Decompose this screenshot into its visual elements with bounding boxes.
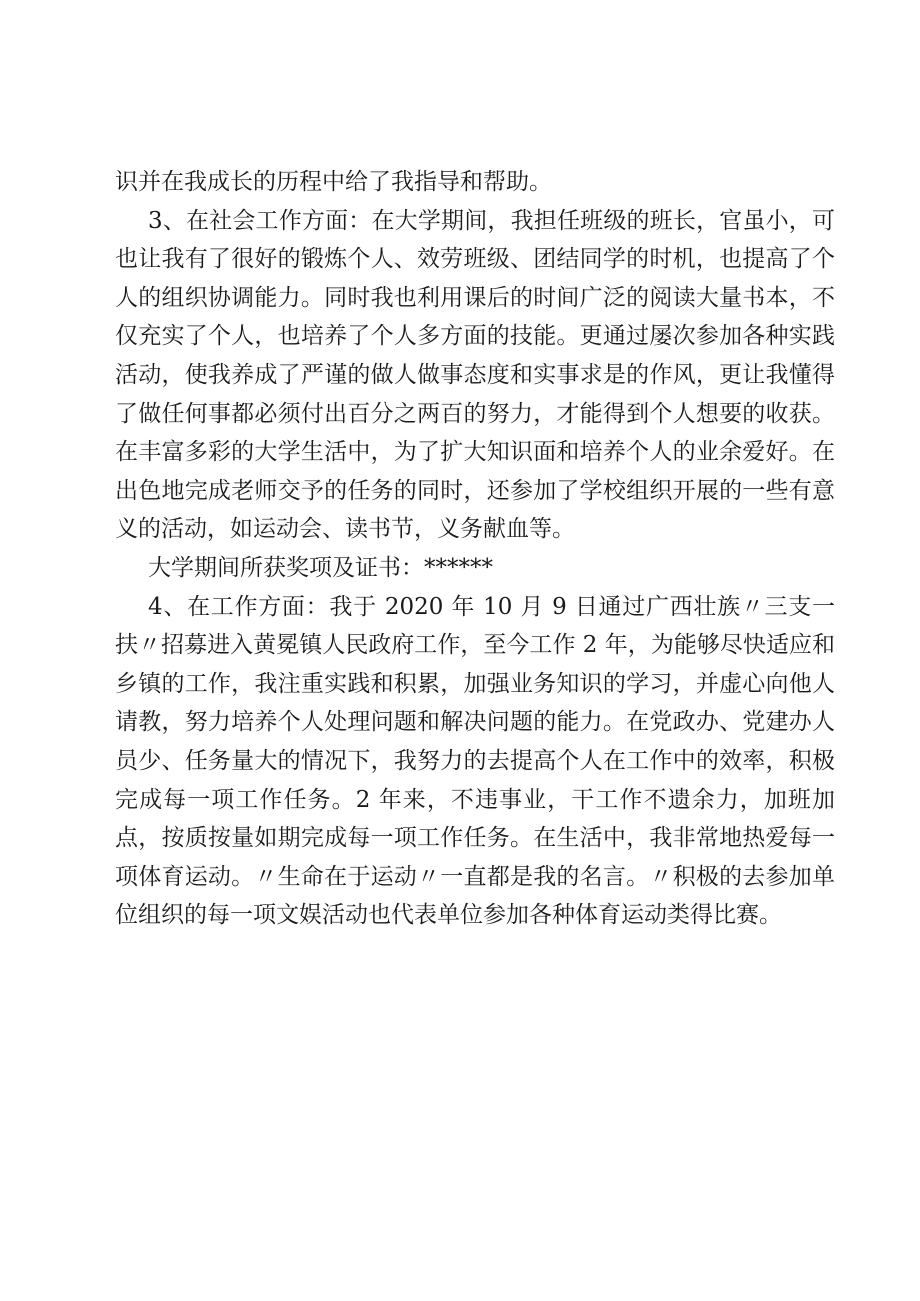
paragraph-social-work: 3、在社会工作方面：在大学期间，我担任班级的班长，官虽小，可也让我有了很好的锻炼个人、效劳班级、团结同学的时机，也提高了个人的组织协调能力。同时我也利用课后的时间广泛的阅读大量书本，不仅充实了个人，也培养了个人多方面的技能。更通过屡次参加各种实践活动，使我养成了严谨的做人做事态度和实事求是的作风，更让我懂得了做任何事都必须付出百分之两百的努力，才能得到个人想要的收获。在丰富多彩的大学生活中，为了扩大知识面和培养个人的业余爱好。在出色地完成老师交予的任务的同时，还参加了学校组织开展的一些有意义的活动，如运动会、读书节，义务献血等。 — [115, 207, 835, 543]
body-text — [115, 163, 835, 935]
paragraph-work: 4、在工作方面：我于 2020 年 10 月 9 日通过广西壮族〃三支一扶〃招募进入黄冕镇人民政府工作，至今工作 2 年，为能够尽快适应和乡镇的工作，我注重实践和积累，加强业务知识的学习，并虚心向他人请教，努力培养个人处理问题和解决问题的能力。在党政办、党建办人员少、任务量大的情况下，我努力的去提高个人在工作中的效率，积极完成每一项工作任务。2 年来，不违事业，干工作不遗余力，加班加点，按质按量如期完成每一项工作任务。在生活中，我非常地热爱每一项体育运动。〃生命在于运动〃一直都是我的名言。〃积极的去参加单位组织的每一项文娱活动也代表单位参加各种体育运动类得比赛。 — [115, 593, 835, 929]
paragraph-awards: 大学期间所获奖项及证书：****** — [148, 554, 493, 581]
paragraph-continuation: 识并在我成长的历程中给了我指导和帮助。 — [115, 169, 552, 195]
